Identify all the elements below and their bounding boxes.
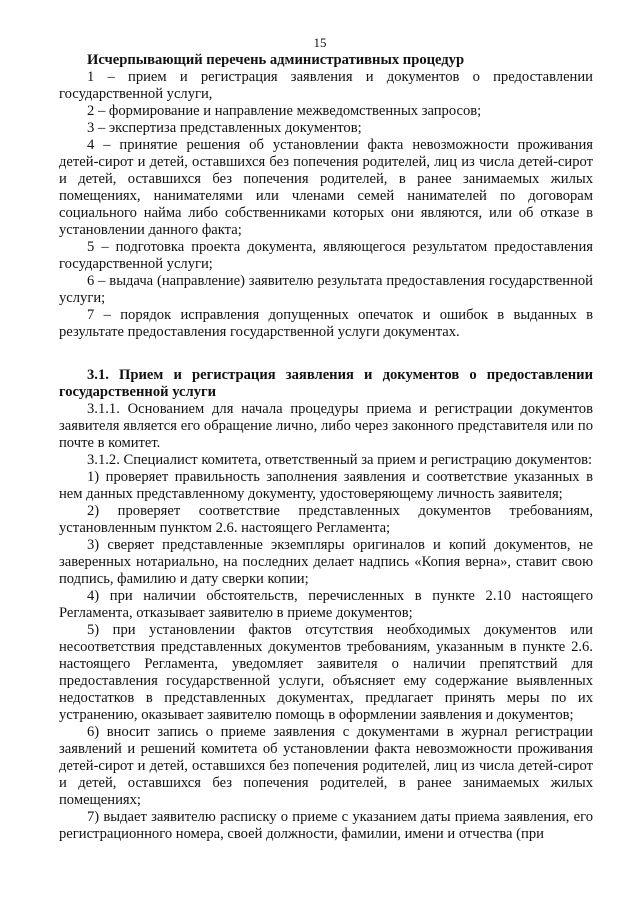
paragraph: 4) при наличии обстоятельств, перечисленных в пункте 2.10 настоящего Регламента, отказывает заявителю в приеме документов; <box>59 588 593 621</box>
procedure-item: 5 – подготовка проекта документа, являющегося результатом предоставления государственной услуги; <box>59 239 593 272</box>
paragraph: 5) при установлении фактов отсутствия необходимых документов или несоответствия представленных документов требованиям, указанным в пункте 2.6. настоящего Регламента, уведомляет заявителя о наличии препятствий для предоставления государственной услуги, объясняет ему содержание выявленных недостатков в представленных документах, предлагает принять меры по их устранению, оказывает заявителю помощь в оформлении заявления и документов; <box>59 622 593 723</box>
section-heading-admin-procedures: Исчерпывающий перечень административных процедур <box>87 52 465 68</box>
procedure-item: 4 – принятие решения об установлении факта невозможности проживания детей-сирот и детей, оставшихся без попечения родителей, лиц из числа детей-сирот и детей, оставшихся без попечения родителей, в ранее занимаемых жилых помещениях, нанимателями или членами семей нанимателей по договорам социального найма либо собственниками которых они являются, или об отказе в установлении данного факта; <box>59 137 593 238</box>
paragraph: 3) сверяет представленные экземпляры оригиналов и копий документов, не заверенных нотариально, на последних делает надпись «Копия верна», ставит свою подпись, фамилию и дату сверки копии; <box>59 537 593 587</box>
procedure-item: 2 – формирование и направление межведомственных запросов; <box>87 103 482 119</box>
paragraph: 3.1.2. Специалист комитета, ответственный за прием и регистрацию документов: <box>87 452 593 468</box>
page-number: 15 <box>313 35 327 50</box>
paragraph: 6) вносит запись о приеме заявления с документами в журнал регистрации заявлений и решений комитета об установлении факта невозможности проживания детей-сирот и детей, оставшихся без попечения родителей, лиц из числа детей-сирот и детей, оставшихся без попечения родителей, в ранее занимаемых жилых помещениях; <box>59 724 593 808</box>
procedure-item: 6 – выдача (направление) заявителю результата предоставления государственной услуги; <box>59 273 593 306</box>
paragraph: 7) выдает заявителю расписку о приеме с указанием даты приема заявления, его регистрационного номера, своей должности, фамилии, имени и отчества (при <box>59 809 593 842</box>
section-heading-3-1: 3.1. Прием и регистрация заявления и документов о предоставлении государственной услуги <box>59 367 593 400</box>
document-body <box>59 52 593 843</box>
procedure-item: 1 – прием и регистрация заявления и документов о предоставлении государственной услуги, <box>59 69 593 102</box>
paragraph: 3.1.1. Основанием для начала процедуры приема и регистрации документов заявителя является его обращение лично, либо через законного представителя или по почте в комитет. <box>59 401 593 451</box>
paragraph: 2) проверяет соответствие представленных документов требованиям, установленным пунктом 2.6. настоящего Регламента; <box>59 503 593 536</box>
procedure-item: 7 – порядок исправления допущенных опечаток и ошибок в выданных в результате предоставления государственной услуги документах. <box>59 307 593 340</box>
paragraph: 1) проверяет правильность заполнения заявления и соответствие указанных в нем данных представленному документу, удостоверяющему личность заявителя; <box>59 469 593 502</box>
procedure-item: 3 – экспертиза представленных документов; <box>87 120 362 136</box>
